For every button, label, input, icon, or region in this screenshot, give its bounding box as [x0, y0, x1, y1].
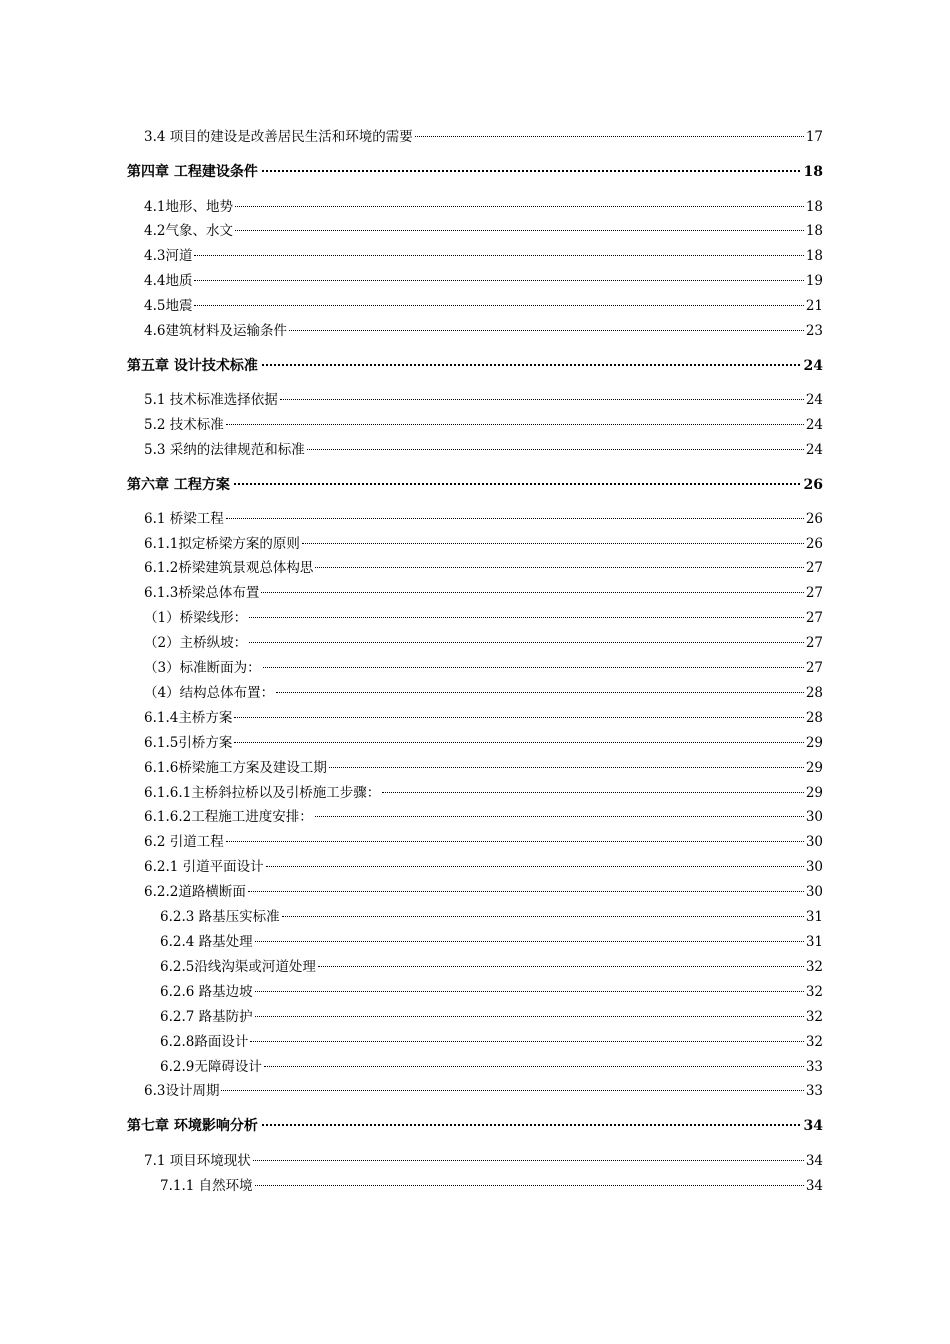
toc-leader-dots [415, 136, 804, 137]
toc-entry-page-number: 18 [805, 223, 823, 239]
toc-entry [160, 933, 823, 951]
toc-chapter-entry [127, 1117, 823, 1135]
toc-entry-title: 4.5地震 [144, 298, 193, 314]
toc-entry [144, 659, 823, 677]
toc-entry [160, 1058, 823, 1076]
toc-entry-page-number: 34 [803, 1118, 823, 1134]
toc-entry [160, 1177, 823, 1195]
toc-entry-title: 6.2 引道工程 [144, 834, 224, 850]
toc-entry [144, 247, 823, 265]
toc-leader-dots [253, 1160, 804, 1161]
toc-entry-title: 6.1 桥梁工程 [144, 511, 224, 527]
toc-leader-dots [276, 692, 804, 693]
toc-entry [144, 634, 823, 652]
toc-leader-dots [255, 1185, 804, 1186]
toc-entry-page-number: 27 [805, 660, 823, 676]
toc-leader-dots [262, 364, 800, 366]
toc-leader-dots [262, 170, 800, 172]
toc-entry [144, 709, 823, 727]
toc-entry-page-number: 34 [805, 1178, 823, 1194]
toc-leader-dots [235, 230, 804, 231]
toc-entry-title: 6.1.3桥梁总体布置 [144, 585, 260, 601]
toc-entry [144, 883, 823, 901]
toc-entry-page-number: 24 [805, 417, 823, 433]
toc-entry-page-number: 29 [805, 785, 823, 801]
toc-leader-dots [249, 642, 804, 643]
toc-chapter-entry [127, 163, 823, 181]
toc-leader-dots [264, 1066, 804, 1067]
toc-leader-dots [315, 816, 804, 817]
toc-entry-page-number: 27 [805, 635, 823, 651]
toc-leader-dots [262, 1124, 800, 1126]
toc-entry [144, 297, 823, 315]
toc-entry-page-number: 33 [805, 1083, 823, 1099]
toc-entry-title: 4.3河道 [144, 248, 193, 264]
toc-entry [160, 983, 823, 1001]
toc-leader-dots [255, 1016, 804, 1017]
toc-entry-title: 6.1.2桥梁建筑景观总体构思 [144, 560, 314, 576]
toc-entry-page-number: 18 [805, 248, 823, 264]
toc-entry-page-number: 27 [805, 610, 823, 626]
toc-entry-page-number: 32 [805, 984, 823, 1000]
toc-entry-page-number: 17 [805, 129, 823, 145]
toc-leader-dots [249, 617, 804, 618]
toc-entry-page-number: 30 [805, 884, 823, 900]
toc-entry [144, 808, 823, 826]
toc-entry [160, 1008, 823, 1026]
toc-entry-page-number: 30 [805, 809, 823, 825]
toc-entry-title: 6.2.9无障碍设计 [160, 1059, 262, 1075]
toc-entry [144, 559, 823, 577]
toc-entry-title: 4.1地形、地势 [144, 199, 233, 215]
toc-entry [144, 1082, 823, 1100]
toc-entry [160, 1033, 823, 1051]
toc-entry-page-number: 33 [805, 1059, 823, 1075]
toc-entry-title: 6.2.8路面设计 [160, 1034, 249, 1050]
toc-entry [144, 759, 823, 777]
toc-entry-title: 6.2.4 路基处理 [160, 934, 253, 950]
toc-entry [144, 535, 823, 553]
toc-entry-page-number: 30 [805, 834, 823, 850]
toc-leader-dots [315, 567, 803, 568]
toc-entry-page-number: 34 [805, 1153, 823, 1169]
toc-leader-dots [248, 891, 804, 892]
toc-entry [144, 322, 823, 340]
toc-entry [144, 198, 823, 216]
toc-entry-page-number: 19 [805, 273, 823, 289]
toc-entry-title: 第四章 工程建设条件 [127, 164, 258, 180]
toc-leader-dots [255, 941, 804, 942]
toc-entry-title: 第六章 工程方案 [127, 477, 230, 493]
toc-entry-title: 6.1.1拟定桥梁方案的原则 [144, 536, 300, 552]
toc-entry [144, 833, 823, 851]
toc-entry [144, 222, 823, 240]
toc-entry-title: 第七章 环境影响分析 [127, 1118, 258, 1134]
toc-leader-dots [234, 717, 803, 718]
toc-leader-dots [194, 305, 803, 306]
toc-leader-dots [221, 1090, 803, 1091]
toc-entry-page-number: 23 [805, 323, 823, 339]
toc-entry [144, 391, 823, 409]
toc-entry [144, 128, 823, 146]
toc-entry-title: 6.2.7 路基防护 [160, 1009, 253, 1025]
toc-entry-page-number: 24 [805, 392, 823, 408]
toc-entry [144, 734, 823, 752]
toc-entry-title: 6.1.5引桥方案 [144, 735, 233, 751]
toc-leader-dots [329, 767, 804, 768]
toc-entry [144, 272, 823, 290]
toc-entry-page-number: 32 [805, 1034, 823, 1050]
toc-leader-dots [226, 841, 804, 842]
toc-entry-title: 5.1 技术标准选择依据 [144, 392, 278, 408]
toc-entry-title: 7.1.1 自然环境 [160, 1178, 253, 1194]
toc-entry-page-number: 31 [805, 909, 823, 925]
toc-entry [160, 908, 823, 926]
toc-leader-dots [282, 916, 804, 917]
toc-entry-page-number: 24 [805, 442, 823, 458]
toc-entry-page-number: 32 [805, 959, 823, 975]
toc-entry-page-number: 18 [805, 199, 823, 215]
toc-entry-title: （2）主桥纵坡： [144, 635, 248, 651]
toc-entry-page-number: 31 [805, 934, 823, 950]
toc-entry [144, 609, 823, 627]
toc-entry-page-number: 28 [805, 710, 823, 726]
toc-chapter-entry [127, 357, 823, 375]
toc-entry [144, 416, 823, 434]
toc-entry-title: 4.2气象、水文 [144, 223, 233, 239]
toc-entry-page-number: 26 [805, 511, 823, 527]
toc-entry-title: 6.2.6 路基边坡 [160, 984, 253, 1000]
toc-leader-dots [226, 424, 804, 425]
toc-entry-title: 6.1.6.1主桥斜拉桥以及引桥施工步骤： [144, 785, 381, 801]
toc-entry-title: 6.2.1 引道平面设计 [144, 859, 264, 875]
toc-entry-page-number: 30 [805, 859, 823, 875]
toc-entry-title: 5.3 采纳的法律规范和标准 [144, 442, 305, 458]
toc-leader-dots [234, 742, 803, 743]
toc-entry-title: （4）结构总体布置： [144, 685, 275, 701]
toc-entry-title: （3）标准断面为： [144, 660, 261, 676]
toc-entry [144, 584, 823, 602]
toc-leader-dots [289, 330, 804, 331]
toc-leader-dots [234, 483, 800, 485]
toc-entry-page-number: 27 [805, 560, 823, 576]
toc-entry-title: 6.1.6.2工程施工进度安排： [144, 809, 313, 825]
toc-entry [144, 858, 823, 876]
toc-entry-page-number: 26 [805, 536, 823, 552]
toc-entry-title: 4.4地质 [144, 273, 193, 289]
toc-entry-title: 第五章 设计技术标准 [127, 358, 258, 374]
toc-entry-page-number: 26 [803, 477, 823, 493]
toc-entry-page-number: 28 [805, 685, 823, 701]
toc-leader-dots [261, 592, 803, 593]
toc-entry [144, 1152, 823, 1170]
toc-entry-page-number: 29 [805, 735, 823, 751]
toc-entry-page-number: 24 [803, 358, 823, 374]
toc-leader-dots [194, 255, 803, 256]
toc-entry [144, 684, 823, 702]
toc-entry-title: 6.3设计周期 [144, 1083, 220, 1099]
toc-entry-title: 3.4 项目的建设是改善居民生活和环境的需要 [144, 129, 413, 145]
toc-leader-dots [280, 399, 804, 400]
toc-leader-dots [194, 280, 803, 281]
toc-leader-dots [318, 966, 804, 967]
toc-leader-dots [235, 206, 804, 207]
toc-entry-page-number: 32 [805, 1009, 823, 1025]
toc-leader-dots [255, 991, 804, 992]
toc-entry-title: 6.2.2道路横断面 [144, 884, 246, 900]
toc-leader-dots [250, 1041, 803, 1042]
toc-entry-title: 5.2 技术标准 [144, 417, 224, 433]
toc-entry [144, 784, 823, 802]
toc-entry-title: 6.2.3 路基压实标准 [160, 909, 280, 925]
toc-entry-title: 6.2.5沿线沟渠或河道处理 [160, 959, 316, 975]
toc-leader-dots [263, 667, 804, 668]
toc-entry-page-number: 21 [805, 298, 823, 314]
toc-entry-page-number: 18 [803, 164, 823, 180]
toc-leader-dots [382, 792, 804, 793]
toc-leader-dots [307, 449, 804, 450]
toc-leader-dots [302, 543, 804, 544]
toc-entry [144, 441, 823, 459]
toc-entry [144, 510, 823, 528]
toc-entry-title: 6.1.6桥梁施工方案及建设工期 [144, 760, 327, 776]
toc-leader-dots [226, 518, 804, 519]
toc-entry [160, 958, 823, 976]
toc-chapter-entry [127, 476, 823, 494]
toc-entry-page-number: 27 [805, 585, 823, 601]
toc-leader-dots [266, 866, 804, 867]
toc-entry-title: 4.6建筑材料及运输条件 [144, 323, 287, 339]
toc-entry-title: （1）桥梁线形： [144, 610, 248, 626]
toc-entry-title: 7.1 项目环境现状 [144, 1153, 251, 1169]
toc-entry-page-number: 29 [805, 760, 823, 776]
toc-entry-title: 6.1.4主桥方案 [144, 710, 233, 726]
